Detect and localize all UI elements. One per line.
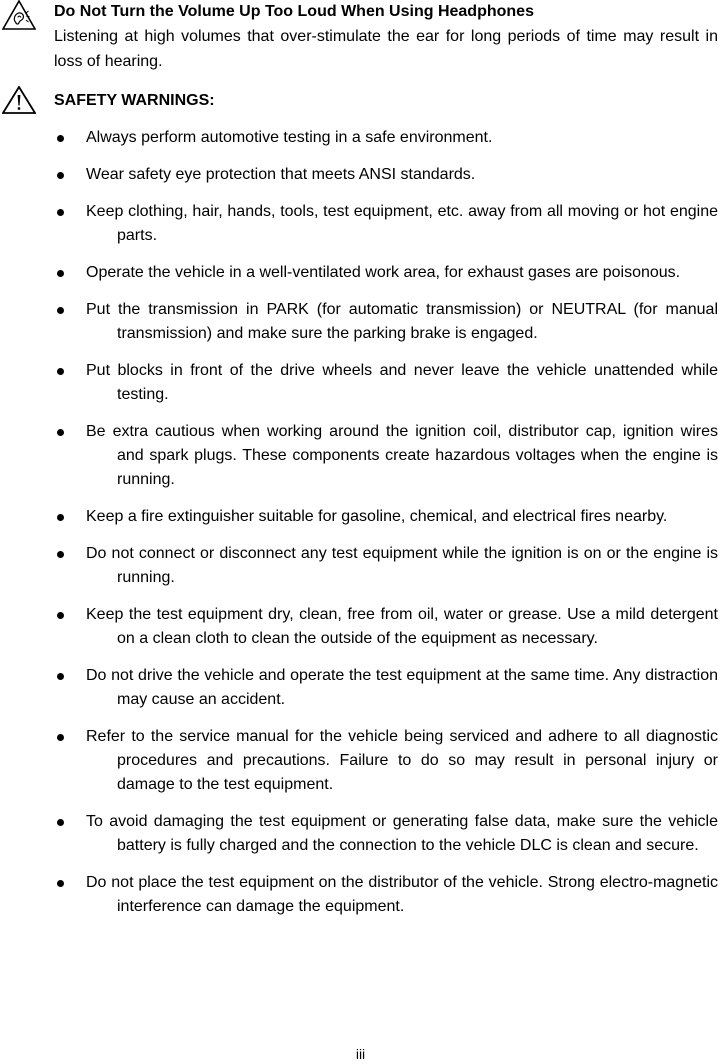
list-item <box>0 200 721 248</box>
bullet-icon <box>57 429 64 436</box>
list-item <box>0 603 721 651</box>
bullet-icon <box>57 551 64 558</box>
list-item <box>0 298 721 346</box>
list-item-text: Wear safety eye protection that meets ANSI standards. <box>86 166 476 183</box>
list-item-text: Do not place the test equipment on the distributor of the vehicle. Strong electro-magnetic interference can damage the equipment. <box>86 874 718 915</box>
bullet-icon <box>57 172 64 179</box>
bullet-icon <box>57 270 64 277</box>
list-item <box>0 810 721 858</box>
page-number: iii <box>355 1046 366 1062</box>
safety-warnings-list <box>0 126 721 932</box>
list-item-text: Keep clothing, hair, hands, tools, test equipment, etc. away from all moving or hot engine parts. <box>86 203 718 244</box>
bullet-icon <box>57 880 64 887</box>
list-item-text: Refer to the service manual for the vehicle being serviced and adhere to all diagnostic procedures and precautions. Failure to do so may result in personal injury or damage to the test equipment. <box>86 728 718 793</box>
list-item-text: Keep the test equipment dry, clean, free from oil, water or grease. Use a mild detergent on a clean cloth to clean the outside of the equipment as necessary. <box>86 606 718 647</box>
bullet-icon <box>57 673 64 680</box>
bullet-icon <box>57 135 64 142</box>
bullet-icon <box>57 209 64 216</box>
list-item <box>0 359 721 407</box>
list-item <box>0 163 721 187</box>
list-item-text: Put the transmission in PARK (for automatic transmission) or NEUTRAL (for manual transmission) and make sure the parking brake is engaged. <box>86 301 718 342</box>
ear-warning-icon <box>2 0 36 30</box>
safety-warnings-heading: SAFETY WARNINGS: <box>54 92 215 109</box>
list-item <box>0 505 721 529</box>
bullet-icon <box>57 514 64 521</box>
list-item-text: To avoid damaging the test equipment or generating false data, make sure the vehicle battery is fully charged and the connection to the vehicle DLC is clean and secure. <box>86 813 718 854</box>
list-item <box>0 542 721 590</box>
list-item-text: Always perform automotive testing in a safe environment. <box>86 129 493 146</box>
warning-triangle-icon <box>2 86 36 114</box>
bullet-icon <box>57 368 64 375</box>
bullet-icon <box>57 819 64 826</box>
list-item <box>0 261 721 285</box>
headphones-warning-body: Listening at high volumes that over-stimulate the ear for long periods of time may result in loss of hearing. <box>54 28 718 70</box>
list-item <box>0 725 721 797</box>
bullet-icon <box>57 734 64 741</box>
list-item-text: Be extra cautious when working around the ignition coil, distributor cap, ignition wires and spark plugs. These components create hazardous voltages when the engine is running. <box>86 423 718 488</box>
list-item-text: Operate the vehicle in a well-ventilated work area, for exhaust gases are poisonous. <box>86 264 681 281</box>
list-item <box>0 126 721 150</box>
headphones-warning-title: Do Not Turn the Volume Up Too Loud When Using Headphones <box>54 3 534 20</box>
bullet-icon <box>57 307 64 314</box>
list-item-text: Do not connect or disconnect any test equipment while the ignition is on or the engine is running. <box>86 545 718 586</box>
list-item <box>0 664 721 712</box>
list-item <box>0 871 721 919</box>
list-item-text: Do not drive the vehicle and operate the test equipment at the same time. Any distraction may cause an accident. <box>86 667 718 708</box>
list-item-text: Keep a fire extinguisher suitable for gasoline, chemical, and electrical fires nearby. <box>86 508 668 525</box>
list-item <box>0 420 721 492</box>
list-item-text: Put blocks in front of the drive wheels and never leave the vehicle unattended while testing. <box>86 362 718 403</box>
bullet-icon <box>57 612 64 619</box>
